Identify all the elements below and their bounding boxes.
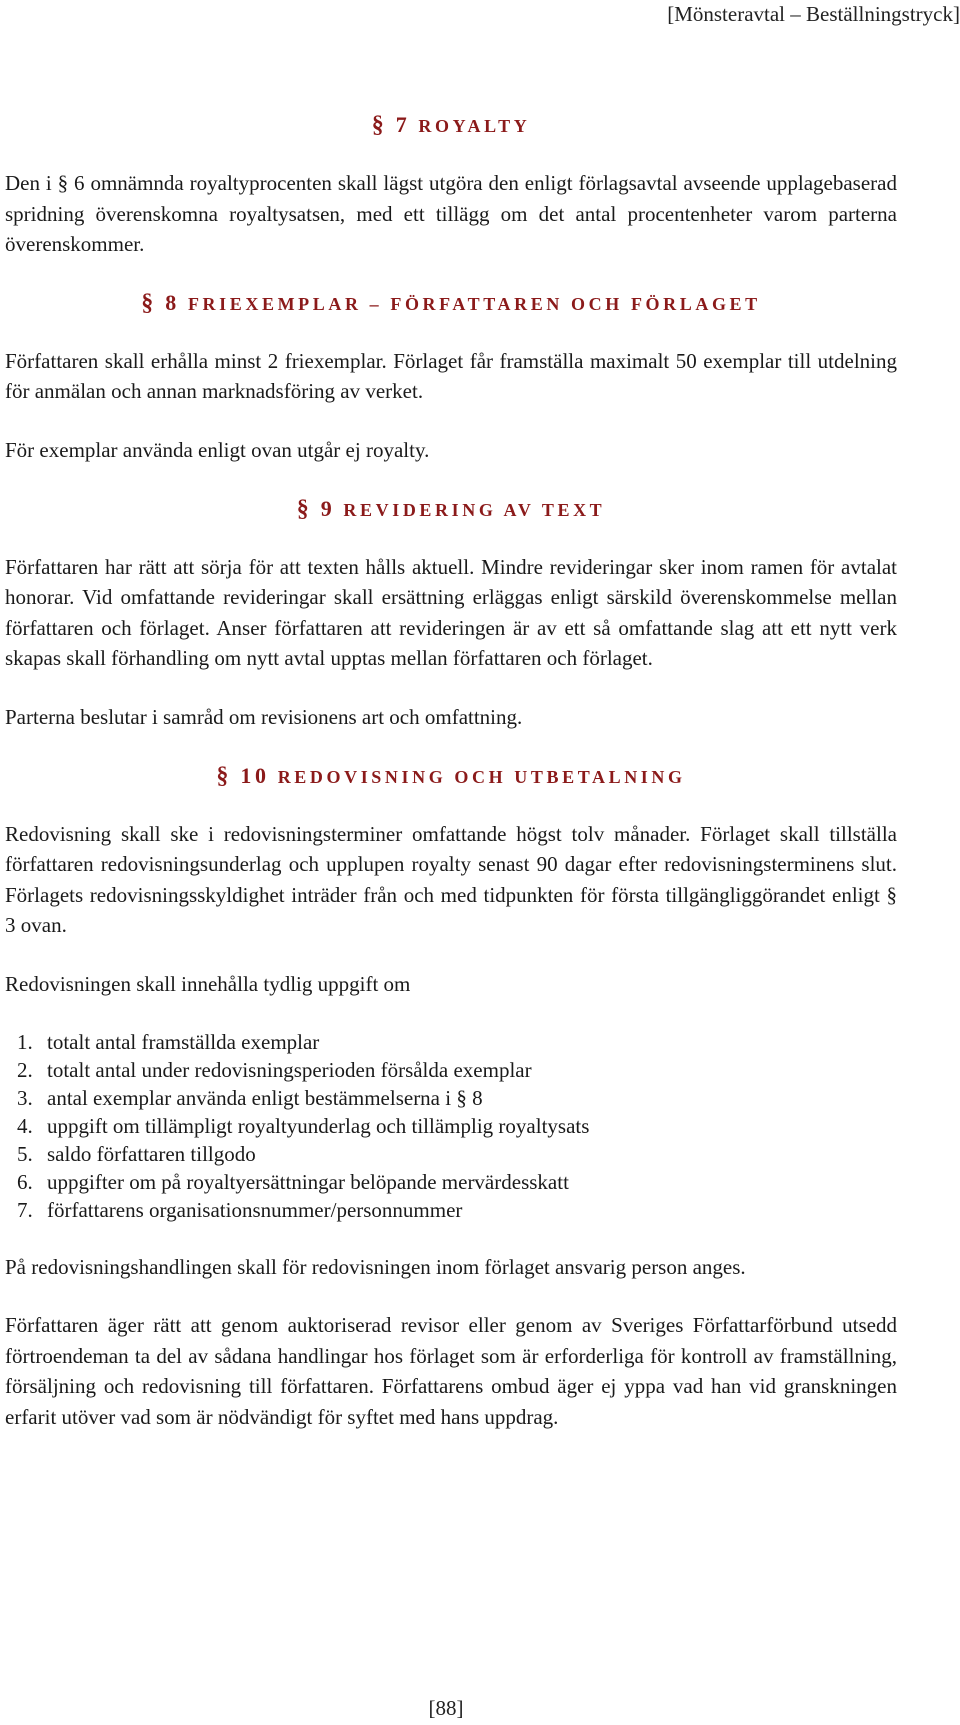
paragraph: För exemplar använda enligt ovan utgår ej royalty. bbox=[5, 437, 430, 462]
section-title: FRIEXEMPLAR – FÖRFATTAREN OCH FÖRLAGET bbox=[187, 293, 761, 314]
running-header: [Mönsteravtal – Beställningstryck] bbox=[667, 2, 960, 26]
list-marker: 4. bbox=[17, 1113, 33, 1138]
paragraph: På redovisningshandlingen skall för redovisningen inom förlaget ansvarig person anges. bbox=[5, 1254, 746, 1279]
document-body bbox=[5, 108, 897, 1432]
reporting-items-list bbox=[5, 1028, 897, 1224]
section-title: REDOVISNING OCH UTBETALNING bbox=[277, 766, 686, 787]
section-sign-icon: § bbox=[296, 495, 309, 522]
list-marker: 3. bbox=[17, 1085, 33, 1110]
list-item-text: totalt antal framställda exemplar bbox=[47, 1029, 320, 1054]
section-number: 10 bbox=[240, 762, 270, 788]
section-heading-royalty bbox=[5, 108, 897, 142]
paragraph: Parterna beslutar i samråd om revisionens art och omfattning. bbox=[5, 704, 523, 729]
list-item-text: antal exemplar använda enligt bestämmelserna i § 8 bbox=[47, 1085, 483, 1110]
page-number: [88] bbox=[428, 1696, 464, 1720]
section-number: 7 bbox=[395, 112, 411, 137]
section-heading-friexemplar bbox=[5, 286, 897, 320]
list-item-text: totalt antal under redovisningsperioden försålda exemplar bbox=[47, 1057, 532, 1082]
paragraph: Redovisning skall ske i redovisningsterminer omfattande högst tolv månader. Förlaget skall tillställa författaren redovisningsunderlag och upplupen royalty senast 90 dagar efter redovisningsterminens slut. Förlagets redovisningsskyldighet inträder från och med tidpunkten för första tillgängliggörandet enligt § 3 ovan. bbox=[5, 821, 897, 938]
list-item bbox=[5, 1028, 897, 1056]
section-sign-icon: § bbox=[216, 762, 229, 789]
section-title: ROYALTY bbox=[418, 116, 531, 136]
section-number: 8 bbox=[165, 289, 180, 315]
section-heading-revidering bbox=[5, 492, 897, 526]
section-heading-redovisning bbox=[5, 759, 897, 793]
list-item bbox=[5, 1168, 897, 1196]
list-item-text: saldo författaren tillgodo bbox=[47, 1141, 256, 1166]
list-item bbox=[5, 1112, 897, 1140]
paragraph: Författaren har rätt att sörja för att texten hålls aktuell. Mindre revideringar sker inom ramen för avtalat honorar. Vid omfattande revideringar skall ersättning erläggas enligt särskild överenskommelse mellan författaren och förlaget. Anser författaren att revideringen är av ett så omfattande slag att ett nytt verk skapas skall förhandling om nytt avtal upptas mellan författaren och förlaget. bbox=[5, 554, 897, 671]
list-item bbox=[5, 1056, 897, 1084]
list-marker: 2. bbox=[17, 1057, 33, 1082]
paragraph: Den i § 6 omnämnda royaltyprocenten skall lägst utgöra den enligt förlagsavtal avseende upplagebaserad spridning överenskomna royaltysatsen, med ett tillägg om det antal procentenheter varom parterna överenskommer. bbox=[5, 171, 897, 257]
section-number: 9 bbox=[320, 495, 336, 521]
list-item bbox=[5, 1196, 897, 1224]
list-item-text: uppgifter om på royaltyersättningar belöpande mervärdesskatt bbox=[47, 1169, 569, 1194]
list-item-text: uppgift om tillämpligt royaltyunderlag och tillämplig royaltysats bbox=[47, 1113, 590, 1138]
paragraph: Författaren skall erhålla minst 2 friexemplar. Förlaget får framställa maximalt 50 exemplar till utdelning för anmälan och annan marknadsföring av verket. bbox=[5, 348, 897, 404]
list-marker: 5. bbox=[17, 1141, 33, 1166]
list-item-text: författarens organisationsnummer/personnummer bbox=[47, 1197, 463, 1222]
section-title: REVIDERING AV TEXT bbox=[343, 499, 606, 520]
list-marker: 1. bbox=[17, 1029, 33, 1054]
section-sign-icon: § bbox=[371, 112, 384, 138]
paragraph: Redovisningen skall innehålla tydlig uppgift om bbox=[5, 971, 411, 996]
list-marker: 6. bbox=[17, 1169, 33, 1194]
paragraph: Författaren äger rätt att genom auktoriserad revisor eller genom av Sveriges Författarförbund utsedd förtroendeman ta del av sådana handlingar hos förlaget som är erforderliga för kontroll av framställning, försäljning och redovisning till författaren. Författarens ombud äger ej yppa vad han vid granskningen erfarit utöver vad som är nödvändigt för syftet med hans uppdrag. bbox=[5, 1313, 897, 1429]
list-item bbox=[5, 1140, 897, 1168]
list-marker: 7. bbox=[17, 1197, 33, 1222]
section-sign-icon: § bbox=[141, 289, 154, 316]
list-item bbox=[5, 1084, 897, 1112]
